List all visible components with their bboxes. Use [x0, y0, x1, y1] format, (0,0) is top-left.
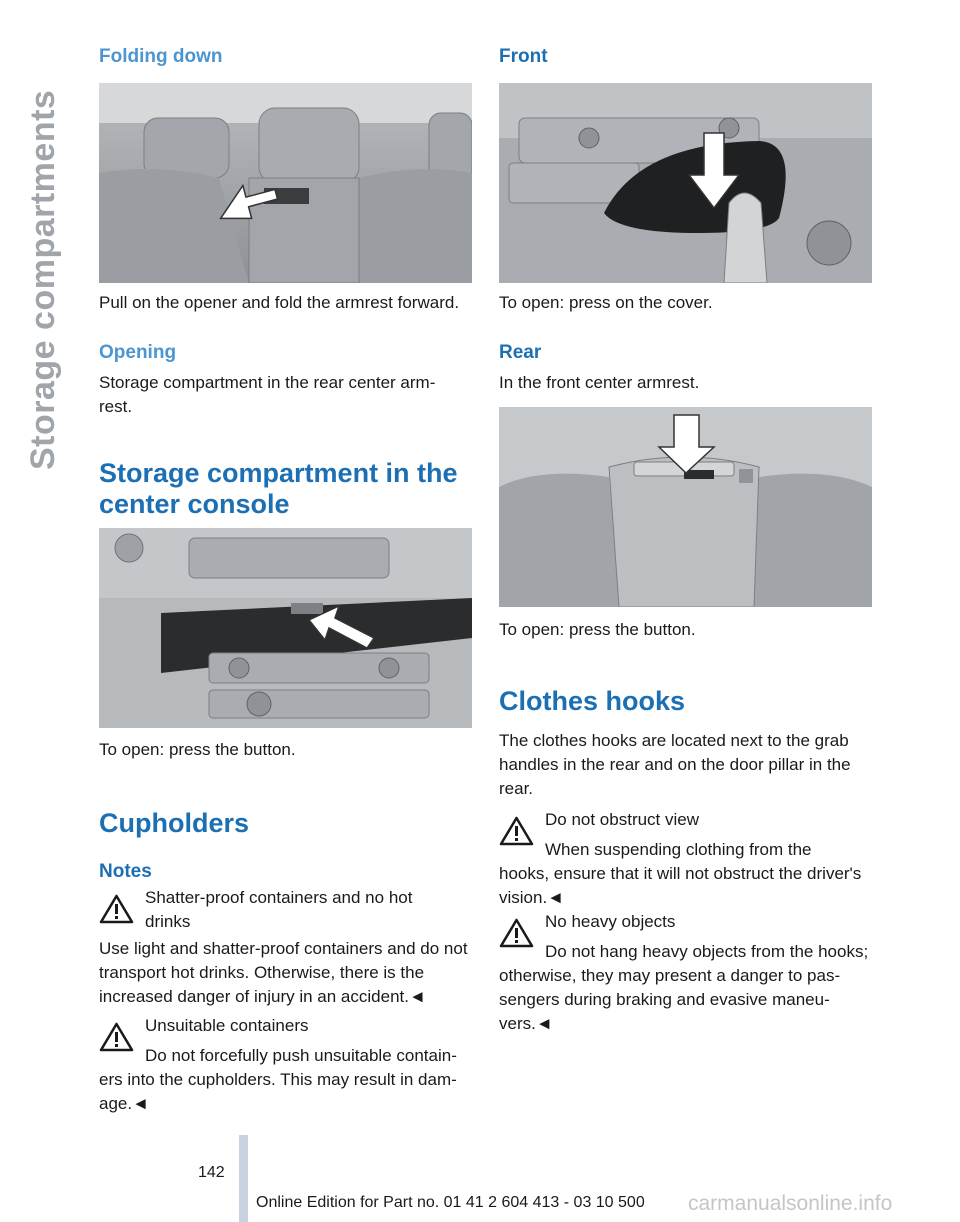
- rear-caption: To open: press the button.: [499, 620, 696, 639]
- rear-heading: Rear: [499, 342, 542, 363]
- warning-triangle-icon: [99, 894, 134, 924]
- page-number: 142: [198, 1164, 225, 1181]
- notes-heading: Notes: [99, 861, 152, 882]
- warning-body-first-line: Do not hang heavy objects from the hooks;: [545, 942, 869, 961]
- center-console-heading: Storage compartment in the center console: [99, 458, 458, 519]
- cupholders-heading: Cupholders: [99, 808, 250, 838]
- warning-title: No heavy objects: [545, 912, 676, 931]
- armrest-fold-illustration: [99, 83, 472, 283]
- front-heading: Front: [499, 46, 548, 67]
- warning-triangle-icon: [499, 918, 534, 948]
- front-compartment-illustration: [499, 83, 872, 283]
- warning-title: Do not obstruct view: [545, 810, 700, 829]
- warning-triangle-icon: [499, 816, 534, 846]
- sidebar-section-title: [24, 40, 64, 480]
- clothes-hooks-heading: Clothes hooks: [499, 686, 686, 716]
- opening-heading: Opening: [99, 342, 177, 363]
- clothes-hooks-text: The clothes hooks are located next to the grab handles in the rear and on the door pillar in the rear.: [499, 731, 851, 798]
- rear-armrest-illustration: [499, 407, 872, 607]
- warning-title: Shatter-proof containers and no hot drinks: [145, 888, 413, 931]
- folding-down-caption: Pull on the opener and fold the armrest forward.: [99, 293, 460, 312]
- warning-body-first-line: Do not forcefully push unsuitable contain-: [145, 1046, 457, 1065]
- warning-body: ers into the cupholders. This may result in dam-age.◄: [99, 1070, 457, 1113]
- watermark: carmanualsonline.info: [688, 1192, 893, 1215]
- footer-accent-bar: [239, 1135, 248, 1222]
- opening-text: Storage compartment in the rear center arm-rest.: [99, 373, 436, 416]
- folding-down-heading: Folding down: [99, 46, 223, 67]
- warning-body-first-line: When suspending clothing from the: [545, 840, 812, 859]
- sidebar-title-text: Storage compartments: [24, 89, 62, 470]
- warning-body: hooks, ensure that it will not obstruct the driver's vision.◄: [499, 864, 862, 907]
- rear-text: In the front center armrest.: [499, 373, 700, 392]
- warning-title: Unsuitable containers: [145, 1016, 309, 1035]
- warning-body: otherwise, they may present a danger to pas-sengers during braking and evasive maneu-vers.◄: [499, 966, 841, 1033]
- center-console-illustration: [99, 528, 472, 728]
- warning-body: Use light and shatter-proof containers and do not transport hot drinks. Otherwise, there is the increased danger of injury in an accident.◄: [99, 939, 468, 1006]
- warning-triangle-icon: [99, 1022, 134, 1052]
- center-console-caption: To open: press the button.: [99, 740, 296, 759]
- edition-text: Online Edition for Part no. 01 41 2 604 413 - 03 10 500: [256, 1194, 645, 1211]
- front-caption: To open: press on the cover.: [499, 293, 713, 312]
